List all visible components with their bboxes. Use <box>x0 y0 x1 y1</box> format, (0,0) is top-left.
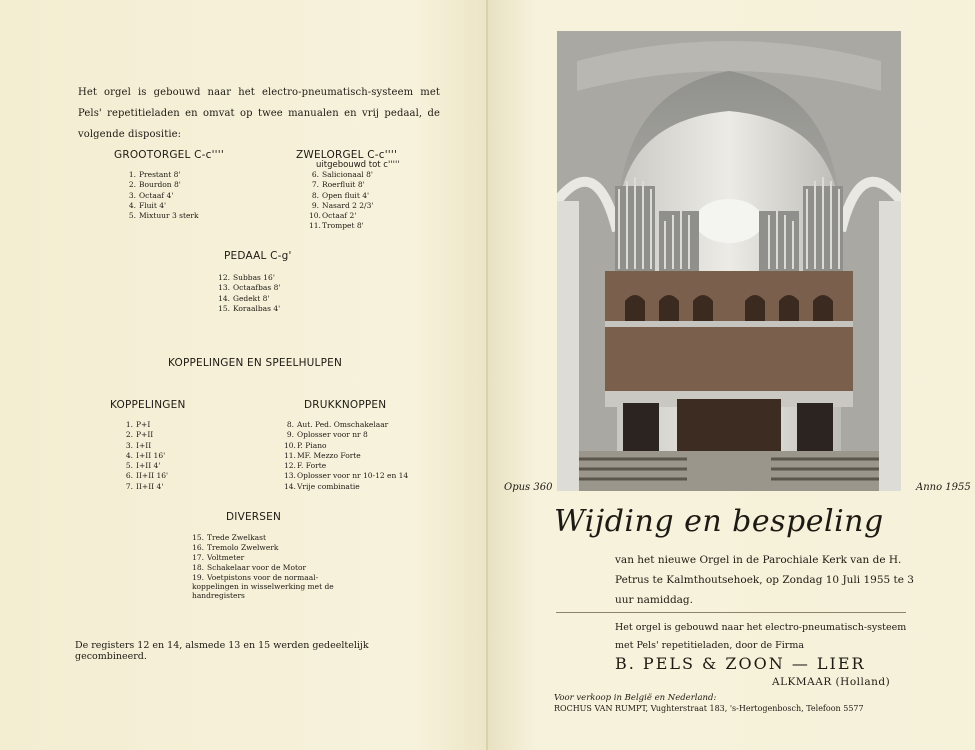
register-number: 15. <box>192 533 204 542</box>
register-item <box>192 573 342 600</box>
register-label: Octaaf 2' <box>322 211 357 221</box>
pedaal-heading: PEDAAL C-g' <box>224 250 292 262</box>
register-label: Open fluit 4' <box>322 190 370 200</box>
register-item <box>284 441 408 451</box>
diversen-list <box>192 533 342 601</box>
register-number: 4. <box>128 200 136 210</box>
register-item <box>192 563 342 572</box>
register-label: Fluit 4' <box>139 200 167 210</box>
register-item <box>218 304 280 314</box>
right-page <box>488 0 975 750</box>
register-label: Tremolo Zwelwerk <box>207 543 279 552</box>
register-label: P+I <box>136 420 151 429</box>
register-number: 11. <box>284 450 296 460</box>
register-number: 3. <box>125 440 133 450</box>
sales-label: Voor verkoop in België en Nederland: <box>554 693 717 703</box>
register-item <box>309 170 373 180</box>
register-label: MF. Mezzo Forte <box>297 450 361 460</box>
register-item <box>128 170 199 180</box>
church-interior-photo <box>557 31 901 491</box>
register-item <box>309 180 373 190</box>
register-number: 3. <box>128 190 136 200</box>
register-number: 9. <box>286 430 294 440</box>
dedication-title: Wijding en bespeling <box>554 504 884 539</box>
register-label: Trede Zwelkast <box>207 533 266 542</box>
register-number: 6. <box>311 170 319 179</box>
register-number: 9. <box>311 200 319 210</box>
register-number: 14. <box>218 293 230 303</box>
register-item <box>125 451 168 461</box>
register-label: Oplosser voor nr 10-12 en 14 <box>297 471 409 481</box>
anno-year: Anno 1955 <box>916 482 971 493</box>
register-number: 12. <box>284 461 296 471</box>
register-number: 7. <box>311 180 319 190</box>
register-number: 11. <box>309 221 321 231</box>
drukknoppen-heading: DRUKKNOPPEN <box>304 399 387 411</box>
register-item <box>125 482 168 492</box>
register-number: 18. <box>192 563 204 572</box>
register-item <box>125 441 168 451</box>
register-label: I+II <box>136 440 152 450</box>
zwelorgel-subtitle: uitgebouwd tot c''''' <box>316 160 400 170</box>
pedaal-list <box>218 273 280 314</box>
register-number: 2. <box>125 430 133 440</box>
register-item <box>284 471 408 481</box>
register-number: 2. <box>128 180 136 190</box>
register-label: F. Forte <box>297 461 327 471</box>
register-label: Bourdon 8' <box>139 180 181 190</box>
register-number: 1. <box>125 420 133 429</box>
register-item <box>218 283 280 293</box>
register-label: Roerfluit 8' <box>322 180 365 190</box>
register-label: Voltmeter <box>207 553 245 562</box>
registers-note: De registers 12 en 14, alsmede 13 en 15 werden gedeeltelijk gecombineerd. <box>75 640 369 662</box>
register-number: 16. <box>192 543 204 552</box>
built-by-text: Het orgel is gebouwd naar het electro-pneumatisch-systeem met Pels' repetitieladen, door de Firma <box>615 622 907 651</box>
register-number: 6. <box>125 471 133 481</box>
register-number: 13. <box>284 471 296 481</box>
opus-number: Opus 360 <box>504 482 553 493</box>
register-label: Octaafbas 8' <box>233 283 281 293</box>
zwelorgel-list <box>309 170 373 232</box>
register-item <box>218 273 280 283</box>
register-item <box>192 553 342 562</box>
register-number: 14. <box>284 481 296 491</box>
register-item <box>284 461 408 471</box>
register-item <box>125 471 168 481</box>
register-label: Subbas 16' <box>233 273 275 282</box>
register-item <box>192 543 342 552</box>
register-label: Octaaf 4' <box>139 190 174 200</box>
register-number: 13. <box>218 283 230 293</box>
register-label: Gedekt 8' <box>233 293 270 303</box>
register-item <box>125 461 168 471</box>
register-item <box>309 221 373 231</box>
grootorgel-list <box>128 170 199 221</box>
register-item <box>309 191 373 201</box>
register-number: 4. <box>125 450 133 460</box>
register-number: 10. <box>284 440 296 450</box>
register-label: Prestant 8' <box>139 170 181 179</box>
register-number: 5. <box>128 211 136 221</box>
register-label: I+II 4' <box>136 461 161 471</box>
register-item <box>128 180 199 190</box>
register-number: 19. <box>192 573 204 582</box>
register-item <box>125 430 168 440</box>
register-label: Salicionaal 8' <box>322 170 373 179</box>
register-item <box>284 420 408 430</box>
register-label: P. Piano <box>297 440 327 450</box>
register-label: Oplosser voor nr 8 <box>297 430 368 440</box>
koppelingen-list <box>125 420 168 492</box>
register-item <box>192 533 342 542</box>
register-item <box>284 430 408 440</box>
register-label: Vrije combinatie <box>297 481 360 491</box>
grootorgel-heading: GROOTORGEL C-c'''' <box>114 149 224 161</box>
register-item <box>218 294 280 304</box>
register-label: I+II 16' <box>136 450 166 460</box>
register-item <box>309 201 373 211</box>
register-label: Voetpistons voor de normaal-koppelingen in wisselwerking met de handregisters <box>192 573 334 600</box>
register-item <box>309 211 373 221</box>
intro-text: Het orgel is gebouwd naar het electro-pneumatisch-systeem met Pels' repetitieladen en omvat op twee manualen en vrij pedaal, de volgende dispositie: <box>78 87 440 140</box>
koppelingen-speelhulpen-heading: KOPPELINGEN EN SPEELHULPEN <box>168 357 343 369</box>
register-item <box>128 191 199 201</box>
register-label: Aut. Ped. Omschakelaar <box>297 420 389 429</box>
zwelorgel-heading: ZWELORGEL C-c'''' <box>296 149 398 161</box>
register-number: 1. <box>128 170 136 179</box>
register-item <box>128 211 199 221</box>
diversen-heading: DIVERSEN <box>226 511 282 523</box>
sales-agent: ROCHUS VAN RUMPT, Vughterstraat 183, 's-Hertogenbosch, Telefoon 5577 <box>554 704 864 713</box>
register-item <box>284 451 408 461</box>
register-number: 15. <box>218 303 230 313</box>
organ-interior-image <box>557 31 901 491</box>
register-number: 8. <box>311 190 319 200</box>
register-number: 17. <box>192 553 204 562</box>
register-label: Schakelaar voor de Motor <box>207 563 307 572</box>
register-item <box>284 482 408 492</box>
register-label: P+II <box>136 430 154 440</box>
register-item <box>125 420 168 430</box>
register-label: Trompet 8' <box>322 221 364 231</box>
register-label: Mixtuur 3 sterk <box>139 211 199 221</box>
register-item <box>128 201 199 211</box>
firm-name: B. PELS & ZOON — LIER <box>615 654 866 673</box>
koppelingen-heading: KOPPELINGEN <box>110 399 186 411</box>
register-number: 12. <box>218 273 230 282</box>
register-label: Nasard 2 2/3' <box>322 200 374 210</box>
firm-city: ALKMAAR (Holland) <box>772 676 891 688</box>
register-number: 8. <box>286 420 294 429</box>
left-page <box>0 0 487 750</box>
drukknoppen-list <box>284 420 408 492</box>
register-number: 10. <box>309 211 321 221</box>
register-number: 5. <box>125 461 133 471</box>
register-label: II+II 16' <box>136 471 169 481</box>
dedication-text: van het nieuwe Orgel in de Parochiale Kerk van de H. Petrus te Kalmthoutsehoek, op Zondag 10 Juli 1955 te 3 uur namiddag. <box>615 554 914 606</box>
register-label: Koraalbas 4' <box>233 303 281 313</box>
divider-rule <box>556 612 906 613</box>
register-number: 7. <box>125 481 133 491</box>
register-label: II+II 4' <box>136 481 164 491</box>
